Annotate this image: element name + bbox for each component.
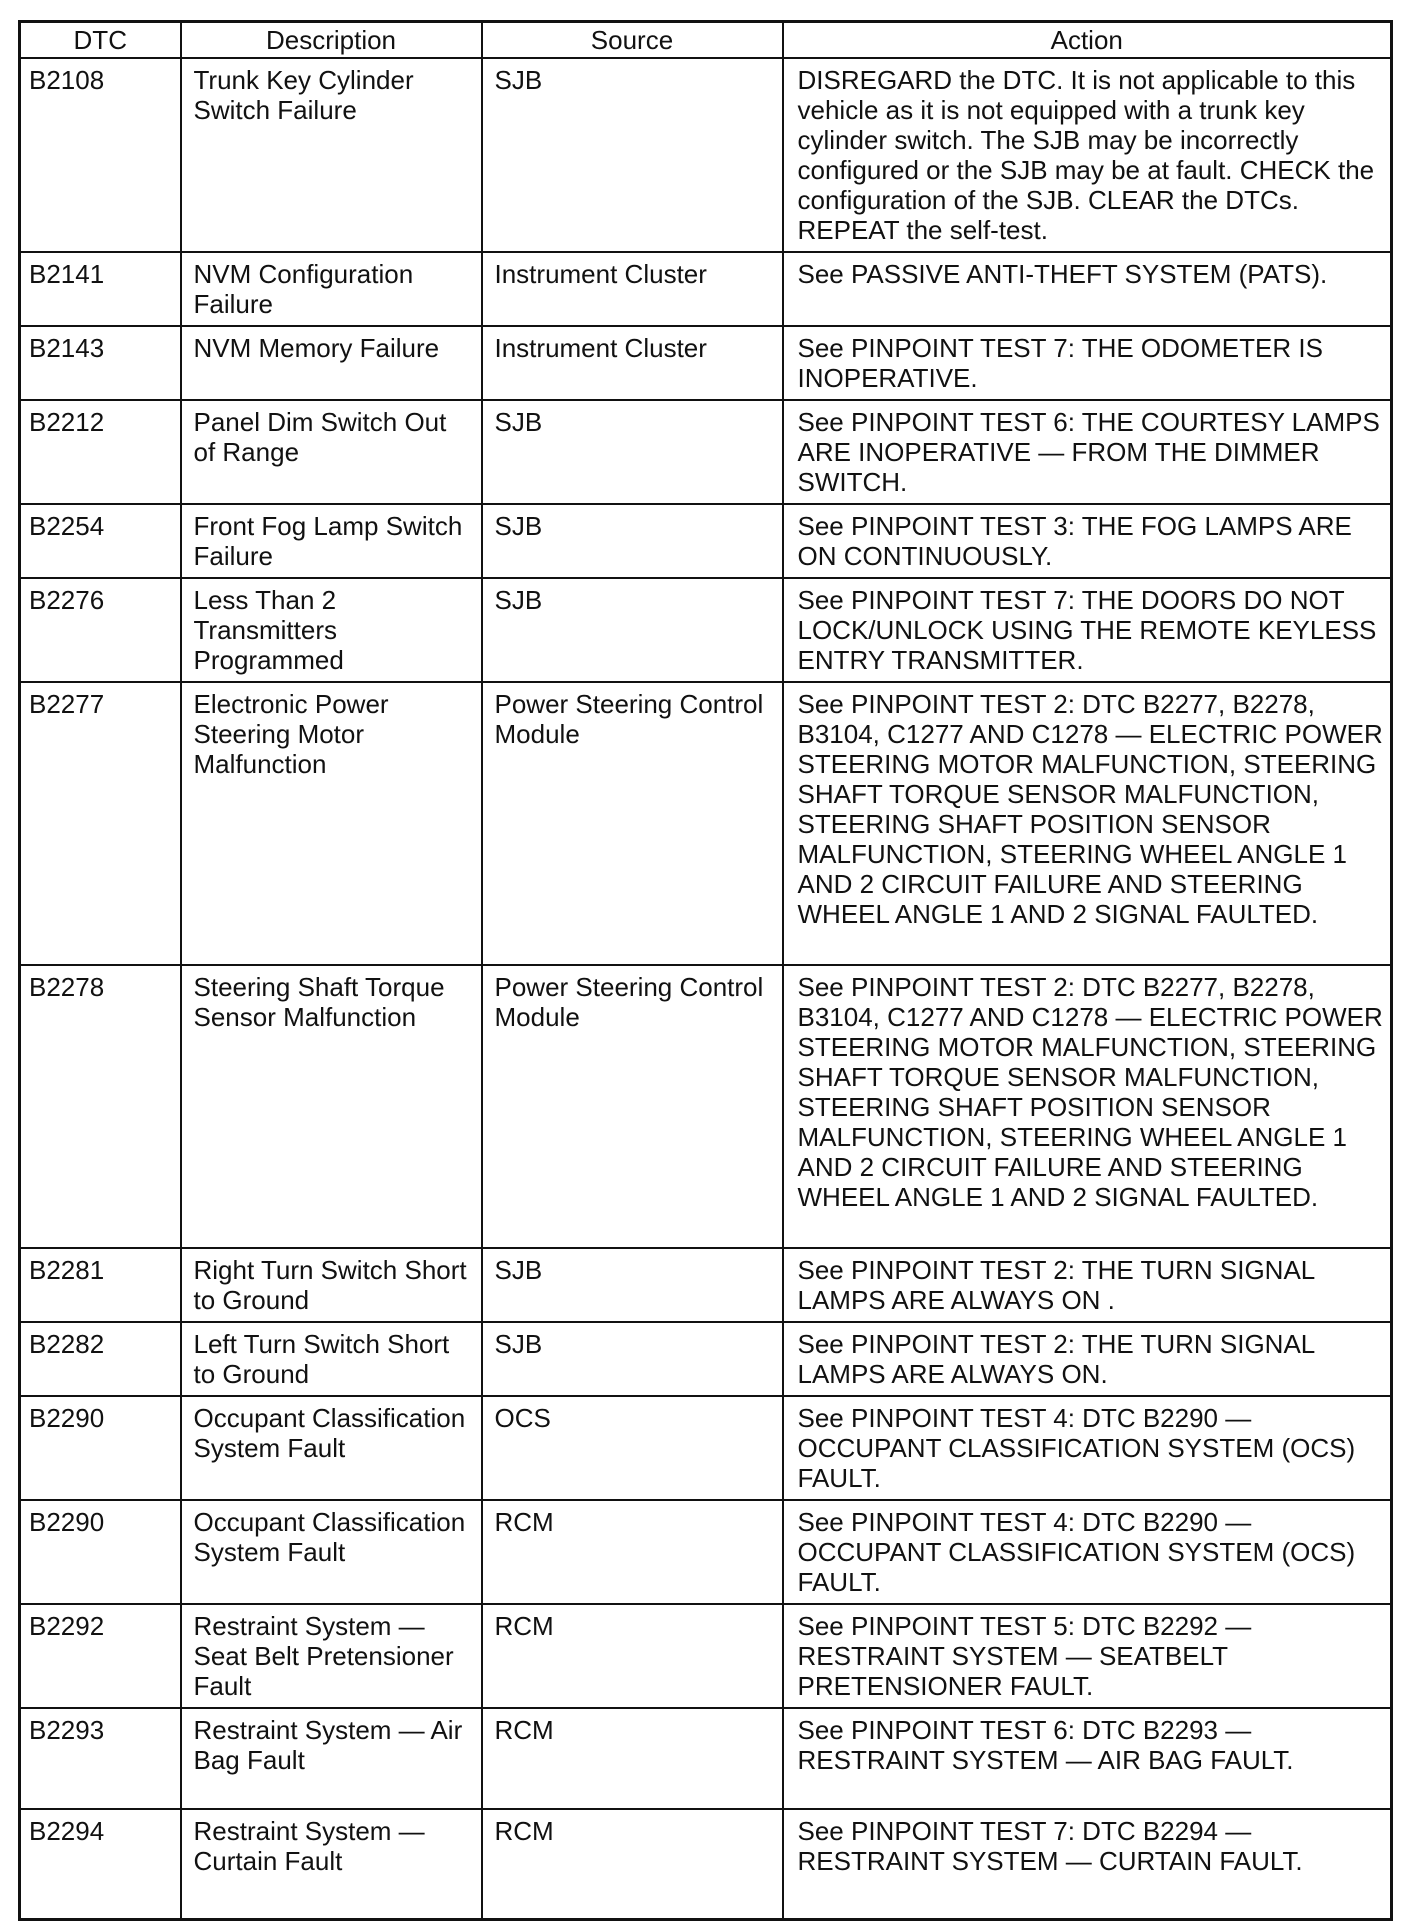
header-action: Action — [783, 22, 1392, 59]
dtc-description: NVM Configuration Failure — [181, 252, 482, 326]
dtc-code: B2282 — [20, 1322, 181, 1396]
dtc-description: Restraint System — Air Bag Fault — [181, 1708, 482, 1809]
dtc-action: See PINPOINT TEST 2: THE TURN SIGNAL LAMPS ARE ALWAYS ON . — [783, 1248, 1392, 1322]
dtc-description: Restraint System — Curtain Fault — [181, 1809, 482, 1919]
dtc-action: See PINPOINT TEST 7: DTC B2294 — RESTRAINT SYSTEM — CURTAIN FAULT. — [783, 1809, 1392, 1919]
dtc-description: Electronic Power Steering Motor Malfunction — [181, 682, 482, 965]
dtc-description: Right Turn Switch Short to Ground — [181, 1248, 482, 1322]
dtc-description: Left Turn Switch Short to Ground — [181, 1322, 482, 1396]
dtc-code: B2143 — [20, 326, 181, 400]
dtc-description: Occupant Classification System Fault — [181, 1500, 482, 1604]
dtc-table — [18, 20, 1393, 1921]
dtc-source: RCM — [482, 1500, 783, 1604]
dtc-action: See PINPOINT TEST 3: THE FOG LAMPS ARE ON CONTINUOUSLY. — [783, 504, 1392, 578]
table-row — [20, 1708, 1392, 1809]
dtc-action: See PINPOINT TEST 4: DTC B2290 — OCCUPANT CLASSIFICATION SYSTEM (OCS) FAULT. — [783, 1396, 1392, 1500]
table-row — [20, 1604, 1392, 1708]
dtc-action: See PINPOINT TEST 7: THE DOORS DO NOT LOCK/UNLOCK USING THE REMOTE KEYLESS ENTRY TRANSMITTER. — [783, 578, 1392, 682]
header-description: Description — [181, 22, 482, 59]
dtc-source: OCS — [482, 1396, 783, 1500]
table-row — [20, 682, 1392, 965]
dtc-source: RCM — [482, 1708, 783, 1809]
dtc-code: B2254 — [20, 504, 181, 578]
table-row — [20, 400, 1392, 504]
dtc-code: B2293 — [20, 1708, 181, 1809]
dtc-code: B2294 — [20, 1809, 181, 1919]
dtc-description: Panel Dim Switch Out of Range — [181, 400, 482, 504]
dtc-code: B2290 — [20, 1500, 181, 1604]
table-row — [20, 58, 1392, 252]
table-row — [20, 1809, 1392, 1919]
dtc-code: B2212 — [20, 400, 181, 504]
table-row — [20, 1500, 1392, 1604]
dtc-action: See PINPOINT TEST 2: DTC B2277, B2278, B3104, C1277 AND C1278 — ELECTRIC POWER STEERING MOTOR MALFUNCTION, STEERING SHAFT TORQUE SENSOR MALFUNCTION, STEERING SHAFT POSITION SENSOR MALFUNCTION, STEERING WHEEL ANGLE 1 AND 2 CIRCUIT FAILURE AND STEERING WHEEL ANGLE 1 AND 2 SIGNAL FAULTED. — [783, 682, 1392, 965]
table-row — [20, 1396, 1392, 1500]
dtc-description: NVM Memory Failure — [181, 326, 482, 400]
dtc-description: Steering Shaft Torque Sensor Malfunction — [181, 965, 482, 1248]
dtc-description: Less Than 2 Transmitters Programmed — [181, 578, 482, 682]
header-dtc: DTC — [20, 22, 181, 59]
dtc-source: SJB — [482, 1248, 783, 1322]
dtc-source: Instrument Cluster — [482, 326, 783, 400]
dtc-source: SJB — [482, 400, 783, 504]
dtc-source: Instrument Cluster — [482, 252, 783, 326]
dtc-action: See PINPOINT TEST 6: THE COURTESY LAMPS ARE INOPERATIVE — FROM THE DIMMER SWITCH. — [783, 400, 1392, 504]
header-source: Source — [482, 22, 783, 59]
dtc-code: B2292 — [20, 1604, 181, 1708]
dtc-action: See PINPOINT TEST 6: DTC B2293 — RESTRAINT SYSTEM — AIR BAG FAULT. — [783, 1708, 1392, 1809]
dtc-source: RCM — [482, 1809, 783, 1919]
dtc-source: Power Steering Control Module — [482, 965, 783, 1248]
dtc-description: Front Fog Lamp Switch Failure — [181, 504, 482, 578]
dtc-action: See PINPOINT TEST 7: THE ODOMETER IS INOPERATIVE. — [783, 326, 1392, 400]
table-row — [20, 1248, 1392, 1322]
dtc-action: See PINPOINT TEST 5: DTC B2292 — RESTRAINT SYSTEM — SEATBELT PRETENSIONER FAULT. — [783, 1604, 1392, 1708]
dtc-code: B2108 — [20, 58, 181, 252]
dtc-source: Power Steering Control Module — [482, 682, 783, 965]
dtc-description: Restraint System — Seat Belt Pretensioner Fault — [181, 1604, 482, 1708]
table-row — [20, 252, 1392, 326]
dtc-code: B2290 — [20, 1396, 181, 1500]
dtc-source: SJB — [482, 578, 783, 682]
header-row — [20, 22, 1392, 59]
dtc-description: Occupant Classification System Fault — [181, 1396, 482, 1500]
dtc-description: Trunk Key Cylinder Switch Failure — [181, 58, 482, 252]
table-row — [20, 504, 1392, 578]
dtc-code: B2276 — [20, 578, 181, 682]
dtc-action: See PINPOINT TEST 2: DTC B2277, B2278, B3104, C1277 AND C1278 — ELECTRIC POWER STEERING MOTOR MALFUNCTION, STEERING SHAFT TORQUE SENSOR MALFUNCTION, STEERING SHAFT POSITION SENSOR MALFUNCTION, STEERING WHEEL ANGLE 1 AND 2 CIRCUIT FAILURE AND STEERING WHEEL ANGLE 1 AND 2 SIGNAL FAULTED. — [783, 965, 1392, 1248]
table-row — [20, 326, 1392, 400]
dtc-source: SJB — [482, 504, 783, 578]
dtc-action: See PINPOINT TEST 4: DTC B2290 — OCCUPANT CLASSIFICATION SYSTEM (OCS) FAULT. — [783, 1500, 1392, 1604]
dtc-source: SJB — [482, 58, 783, 252]
dtc-source: RCM — [482, 1604, 783, 1708]
dtc-code: B2278 — [20, 965, 181, 1248]
table-row — [20, 965, 1392, 1248]
dtc-action: See PINPOINT TEST 2: THE TURN SIGNAL LAMPS ARE ALWAYS ON. — [783, 1322, 1392, 1396]
dtc-code: B2277 — [20, 682, 181, 965]
table-row — [20, 578, 1392, 682]
dtc-source: SJB — [482, 1322, 783, 1396]
dtc-action: DISREGARD the DTC. It is not applicable to this vehicle as it is not equipped with a trunk key cylinder switch. The SJB may be incorrectly configured or the SJB may be at fault. CHECK the configuration of the SJB. CLEAR the DTCs. REPEAT the self-test. — [783, 58, 1392, 252]
table-row — [20, 1322, 1392, 1396]
dtc-code: B2281 — [20, 1248, 181, 1322]
dtc-action: See PASSIVE ANTI-THEFT SYSTEM (PATS). — [783, 252, 1392, 326]
dtc-code: B2141 — [20, 252, 181, 326]
